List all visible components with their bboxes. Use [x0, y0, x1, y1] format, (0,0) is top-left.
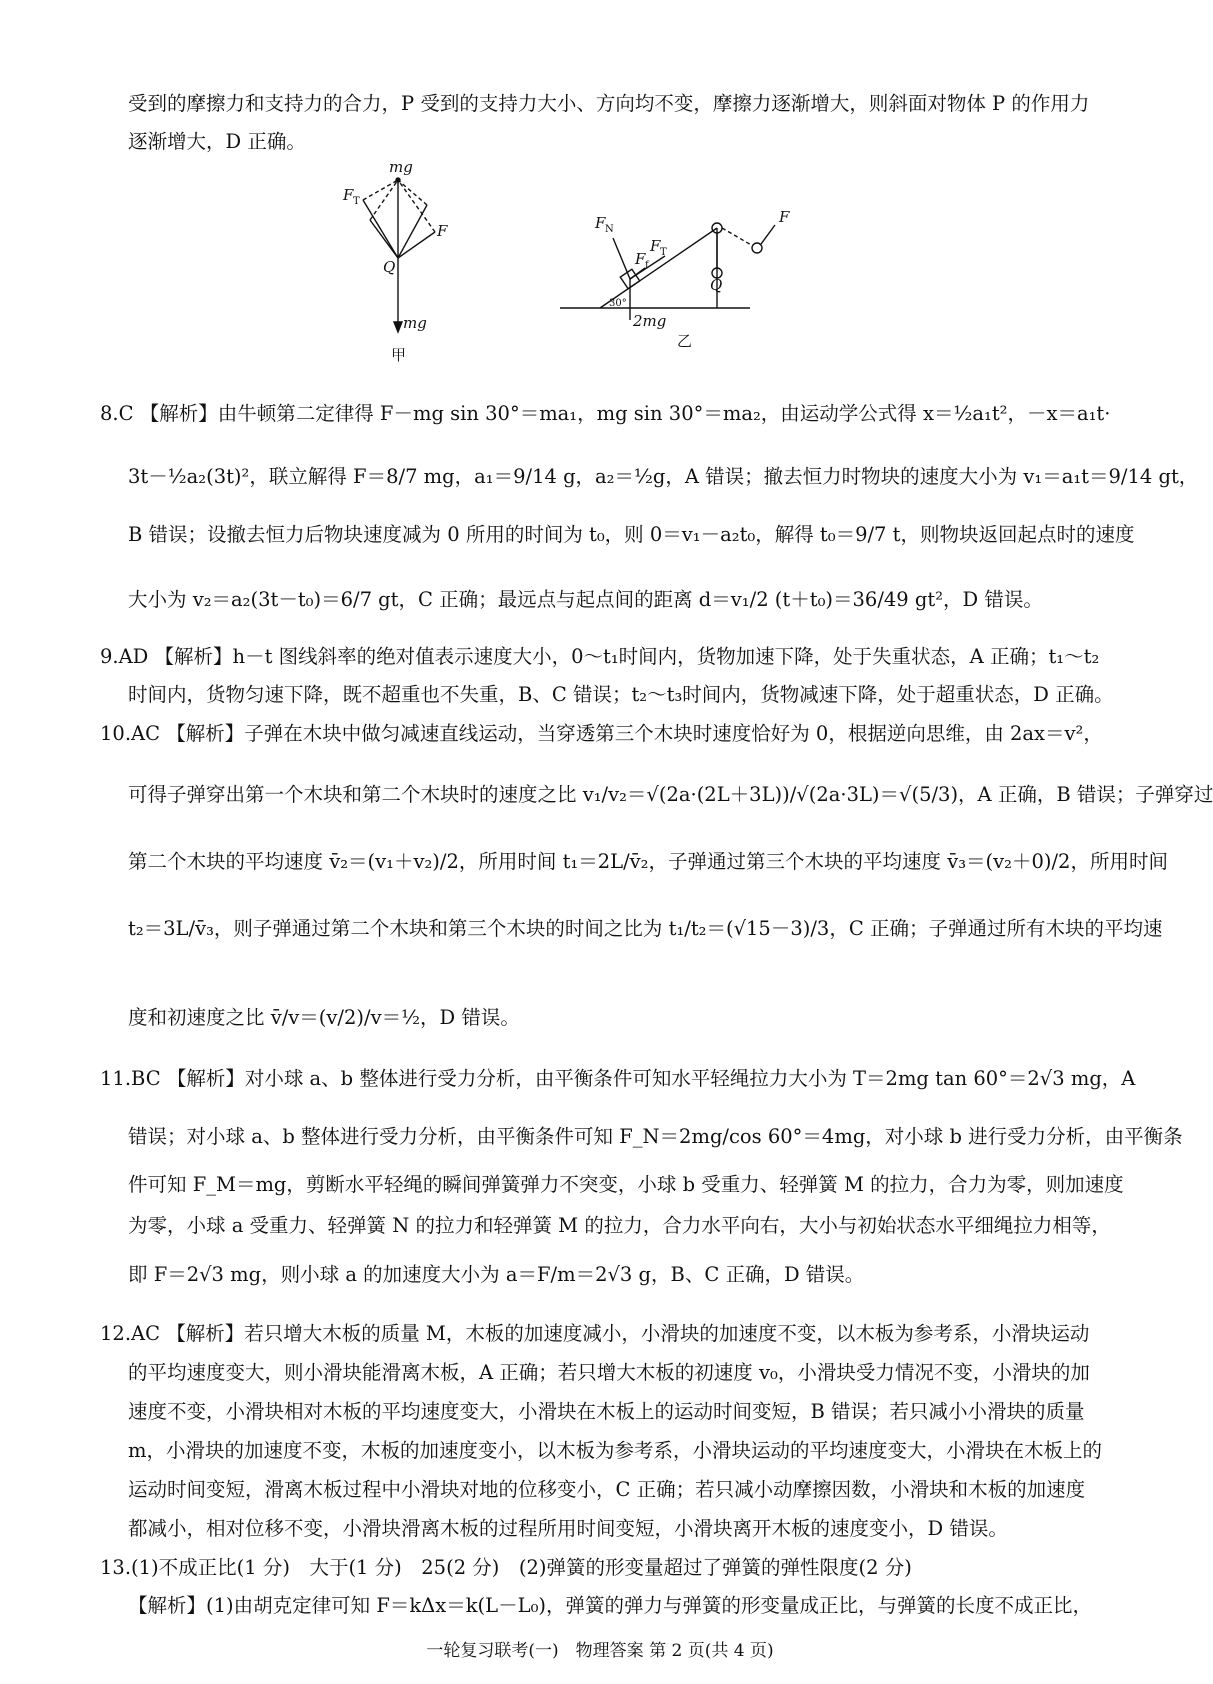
jia-top-dot: [396, 178, 400, 182]
yi-fn-label: F: [595, 214, 606, 232]
yi-q-label: Q: [710, 276, 723, 294]
jia-dash-1: [363, 180, 398, 200]
yi-fn-sub: N: [605, 224, 614, 235]
q8-line-1: 8.C 【解析】由牛顿第二定律得 F－mg sin 30°＝ma₁，mg sin 30°＝ma₂，由运动学公式得 x＝½a₁t²，－x＝a₁t·: [100, 402, 1111, 425]
jia-ft-arrow: [363, 200, 398, 258]
yi-angle-label: 30°: [609, 298, 627, 309]
yi-ff-label: F: [635, 250, 646, 268]
jia-arrow-3: [398, 205, 427, 258]
figure-yi: [560, 223, 775, 320]
yi-fn-arrow: [613, 238, 630, 279]
q8-line-3: B 错误；设撤去恒力后物块速度减为 0 所用的时间为 t₀，则 0＝v₁－a₂t₀，解得 t₀＝9/7 t，则物块返回起点时的速度: [128, 523, 1135, 546]
jia-caption: 甲: [391, 346, 407, 364]
yi-f-arrow: [761, 225, 775, 244]
q11-line-1: 11.BC 【解析】对小球 a、b 整体进行受力分析，由平衡条件可知水平轻绳拉力大小为 T＝2mg tan 60°＝2√3 mg，A: [100, 1067, 1136, 1090]
q10-line-1: 10.AC 【解析】子弹在木块中做匀减速直线运动，当穿透第三个木块时速度恰好为 0，根据逆向思维，由 2ax＝v²，: [100, 722, 1103, 745]
q13-line-2: 【解析】(1)由胡克定律可知 F＝kΔx＝k(L－L₀)，弹簧的弹力与弹簧的形变量成正比，与弹簧的长度不成正比，: [128, 1594, 1092, 1617]
intro-line-2: 逐渐增大，D 正确。: [128, 130, 306, 153]
yi-ff-sub: f: [645, 260, 649, 271]
jia-f-label: F: [437, 222, 448, 240]
q8-line-2: 3t－½a₂(3t)²，联立解得 F＝8/7 mg，a₁＝9/14 g，a₂＝½g，A 错误；撤去恒力时物块的速度大小为 v₁＝a₁t＝9/14 gt，: [128, 465, 1199, 488]
q12-line-5: 运动时间变短，滑离木板过程中小滑块对地的位移变小，C 正确；若只减小动摩擦因数，小滑块和木板的加速度: [128, 1478, 1086, 1501]
intro-line-1: 受到的摩擦力和支持力的合力，P 受到的支持力大小、方向均不变，摩擦力逐渐增大，则斜面对物体 P 的作用力: [128, 92, 1090, 115]
jia-arrow-2: [370, 220, 398, 258]
q10-line-2: 可得子弹穿出第一个木块和第二个木块时的速度之比 v₁/v₂＝√(2a·(2L＋3L))/√(2a·3L)＝√(5/3)，A 正确，B 错误；子弹穿过: [128, 783, 1213, 806]
q11-line-3: 件可知 F_M＝mg，剪断水平轻绳的瞬间弹簧弹力不突变，小球 b 受重力、轻弹簧 M 的拉力，合力为零，则加速度: [128, 1173, 1124, 1196]
page-footer: 一轮复习联考(一) 物理答案 第 2 页(共 4 页): [426, 1641, 774, 1661]
jia-dash-3: [370, 180, 398, 220]
figure-jia: [363, 178, 435, 332]
yi-dash-rope: [722, 228, 753, 246]
force-diagrams: [343, 158, 875, 375]
jia-f-arrow: [398, 232, 435, 258]
q12-line-1: 12.AC 【解析】若只增大木板的质量 M，木板的加速度减小，小滑块的加速度不变，以木板为参考系，小滑块运动: [100, 1322, 1090, 1345]
q11-line-2: 错误；对小球 a、b 整体进行受力分析，由平衡条件可知 F_N＝2mg/cos 60°＝4mg，对小球 b 进行受力分析，由平衡条: [128, 1125, 1183, 1148]
q10-line-3: 第二个木块的平均速度 v̄₂＝(v₁＋v₂)/2，所用时间 t₁＝2L/v̄₂，子弹通过第三个木块的平均速度 v̄₃＝(v₂＋0)/2，所用时间: [128, 850, 1168, 873]
jia-ft-label: F: [343, 186, 354, 204]
yi-ball: [752, 243, 762, 253]
q10-line-4: t₂＝3L/v̄₃，则子弹通过第二个木块和第三个木块的时间之比为 t₁/t₂＝(√15－3)/3，C 正确；子弹通过所有木块的平均速: [128, 917, 1163, 940]
q12-line-4: m，小滑块的加速度不变，木板的加速度变小，以木板为参考系，小滑块运动的平均速度变大，小滑块在木板上的: [128, 1439, 1102, 1462]
q12-line-3: 速度不变，小滑块相对木板的平均速度变大，小滑块在木板上的运动时间变短，B 错误；若只减小小滑块的质量: [128, 1400, 1085, 1423]
q9-line-1: 9.AD 【解析】h－t 图线斜率的绝对值表示速度大小，0～t₁时间内，货物加速下降，处于失重状态，A 正确；t₁～t₂: [100, 645, 1100, 668]
q9-line-2: 时间内，货物匀速下降，既不超重也不失重，B、C 错误；t₂～t₃时间内，货物减速下降，处于超重状态，D 正确。: [128, 683, 1114, 706]
q12-line-2: 的平均速度变大，则小滑块能滑离木板，A 正确；若只增大木板的初速度 v₀，小滑块受力情况不变，小滑块的加: [128, 1361, 1090, 1384]
yi-ft-label: F: [650, 237, 661, 255]
yi-f-label: F: [779, 208, 790, 226]
jia-mg-bottom-label: mg: [403, 314, 427, 332]
q11-line-5: 即 F＝2√3 mg，则小球 a 的加速度大小为 a＝F/m＝2√3 g，B、C 正确，D 错误。: [128, 1263, 865, 1286]
q12-line-6: 都减小，相对位移不变，小滑块滑离木板的过程所用时间变短，小滑块离开木板的速度变小，D 错误。: [128, 1517, 1008, 1540]
jia-mg-top-label: mg: [389, 158, 413, 176]
yi-ft-sub: T: [660, 247, 667, 258]
jia-ft-sub: T: [353, 196, 360, 207]
jia-mg-arrowhead: [394, 322, 402, 332]
q10-line-5: 度和初速度之比 v̄/v＝(v/2)/v＝½，D 错误。: [128, 1006, 520, 1029]
yi-caption: 乙: [677, 332, 693, 350]
q11-line-4: 为零，小球 a 受重力、轻弹簧 N 的拉力和轻弹簧 M 的拉力，合力水平向右，大小与初始状态水平细绳拉力相等，: [128, 1214, 1111, 1237]
jia-q-label: Q: [383, 258, 396, 276]
q13-line-1: 13.(1)不成正比(1 分) 大于(1 分) 25(2 分) (2)弹簧的形变量超过了弹簧的弹性限度(2 分): [100, 1556, 912, 1579]
yi-weight-label: 2mg: [633, 312, 667, 330]
q8-line-4: 大小为 v₂＝a₂(3t－t₀)＝6/7 gt，C 正确；最远点与起点间的距离 d＝v₁/2 (t＋t₀)＝36/49 gt²，D 错误。: [128, 588, 1043, 611]
